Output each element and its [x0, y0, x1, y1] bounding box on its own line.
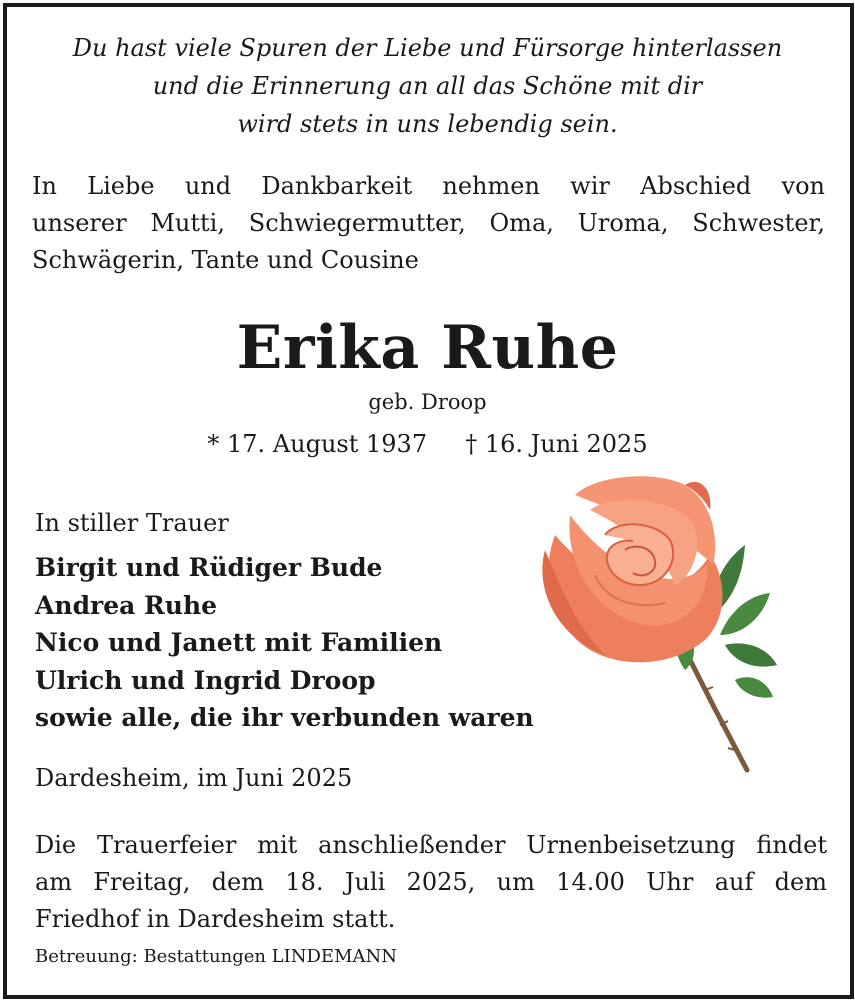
funeral-line: am Freitag, dem 18. Juli 2025, um 14.00 Uhr auf dem — [35, 868, 827, 896]
intro-text — [32, 168, 825, 279]
funeral-line: Die Trauerfeier mit anschließender Urnenbeisetzung findet — [35, 831, 827, 859]
intro-line: Schwägerin, Tante und Cousine — [32, 246, 419, 274]
intro-line: In Liebe und Dankbarkeit nehmen wir Abschied von — [32, 172, 825, 200]
place-date: Dardesheim, im Juni 2025 — [35, 764, 353, 792]
undertaker-credit: Betreuung: Bestattungen LINDEMANN — [35, 946, 397, 967]
rose-icon — [535, 475, 785, 780]
mourner-name: Birgit und Rüdiger Bude — [35, 553, 383, 582]
mourning-heading: In stiller Trauer — [35, 509, 229, 537]
funeral-info — [35, 827, 827, 938]
deceased-name: Erika Ruhe — [236, 313, 619, 383]
funeral-line: Friedhof in Dardesheim statt. — [35, 905, 396, 933]
verse-line: Du hast viele Spuren der Liebe und Fürsorge hinterlassen — [72, 34, 783, 62]
verse-line: wird stets in uns lebendig sein. — [237, 110, 618, 138]
intro-line: unserer Mutti, Schwiegermutter, Oma, Uroma, Schwester, — [32, 209, 825, 237]
mourner-name: sowie alle, die ihr verbunden waren — [35, 703, 534, 732]
mourners-list — [35, 549, 534, 737]
mourner-name: Nico und Janett mit Familien — [35, 628, 443, 657]
life-dates: * 17. August 1937 † 16. Juni 2025 — [207, 430, 648, 458]
birth-name: geb. Droop — [368, 390, 487, 414]
mourner-name: Ulrich und Ingrid Droop — [35, 665, 376, 695]
verse-line: und die Erinnerung an all das Schöne mit dir — [152, 72, 703, 100]
mourner-name: Andrea Ruhe — [35, 590, 218, 620]
memorial-verse — [0, 29, 855, 143]
